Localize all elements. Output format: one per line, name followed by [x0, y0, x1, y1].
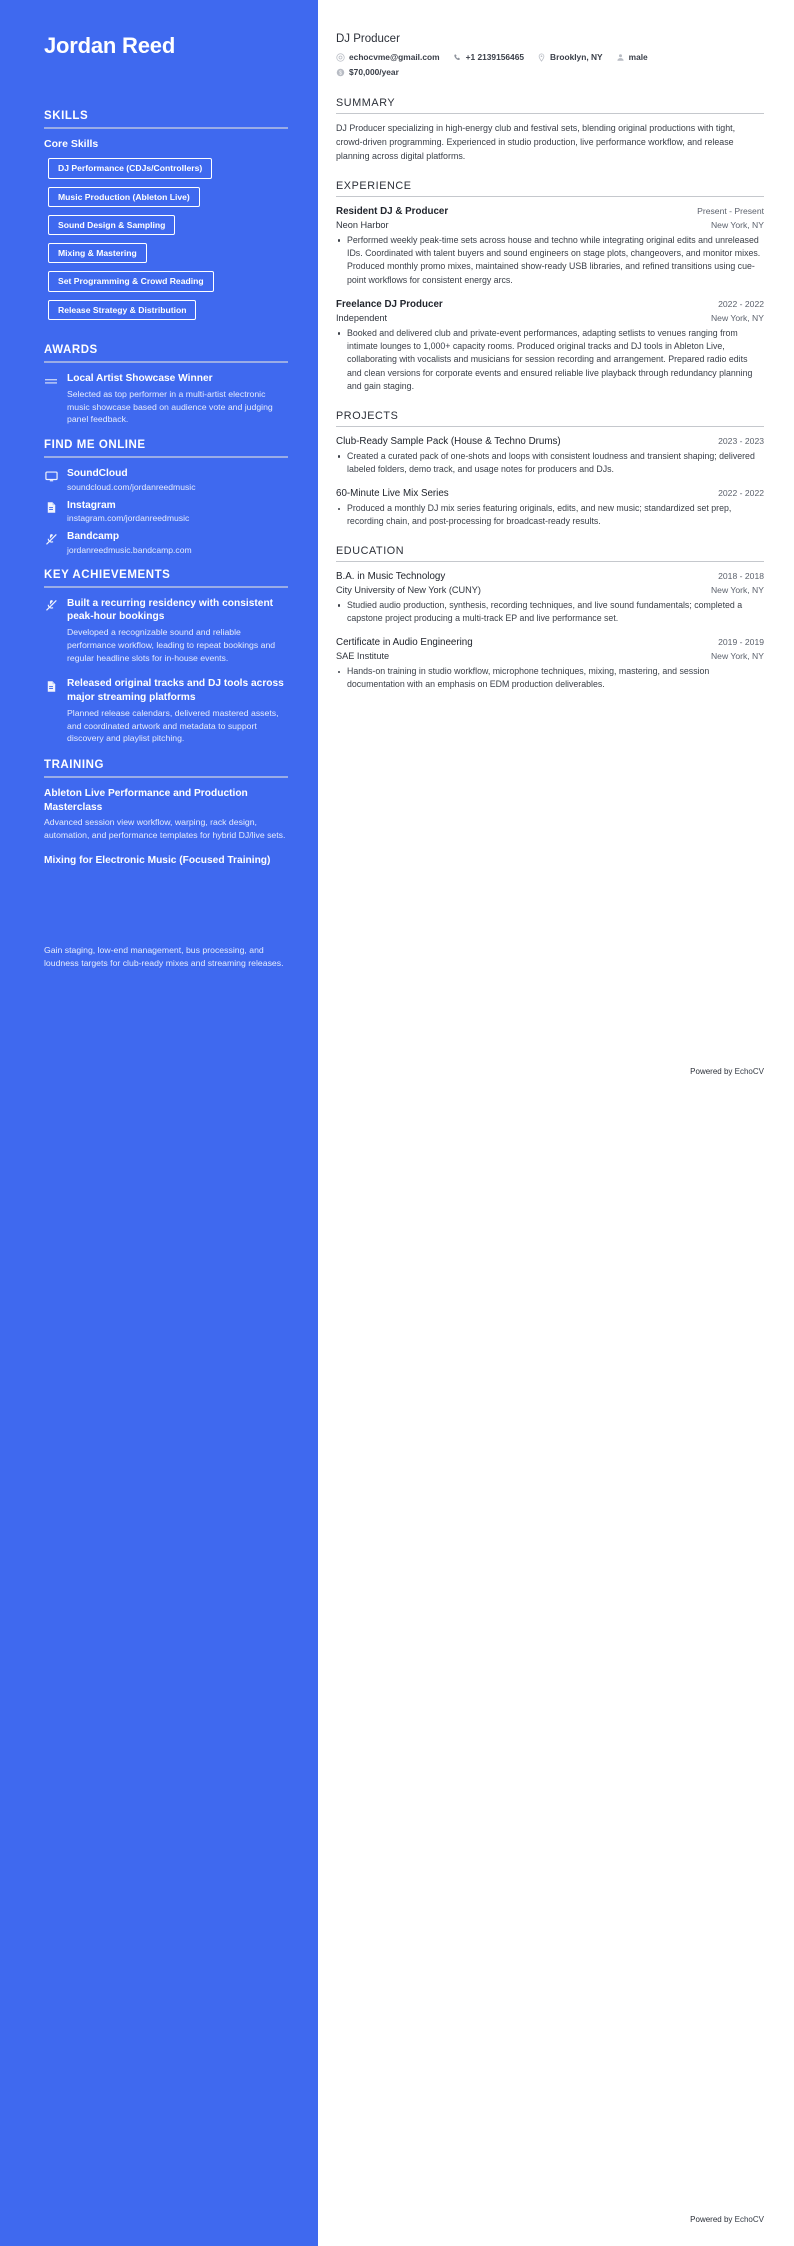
contact-location — [537, 52, 603, 62]
skill-chip[interactable]: Sound Design & Sampling — [48, 215, 175, 235]
bullet: Created a curated pack of one-shots and loops with consistent loudness and transient shaping; delivered labeled folders, demo track, and usage notes for producers and DJs. — [336, 450, 764, 477]
experience-location: New York, NY — [710, 312, 764, 323]
sidebar-section-skills — [44, 110, 288, 328]
online-url[interactable]: jordanreedmusic.bandcamp.com — [67, 544, 192, 555]
online-divider — [44, 456, 288, 458]
experience-bullets — [336, 327, 764, 394]
training-description: Advanced session view workflow, warping, rack design, automation, and performance templates for hybrid DJ/live sets. — [44, 817, 286, 841]
role-title: DJ Producer — [336, 33, 400, 45]
money-icon — [336, 68, 345, 77]
skill-chip-list — [44, 158, 288, 328]
online-label: SoundCloud — [67, 468, 128, 480]
experience-bullets — [336, 234, 764, 287]
bullet: Studied audio production, synthesis, recording techniques, and live sound fundamentals; completed a capstone project producing a multi-track EP and live performance set. — [336, 599, 764, 626]
experience-heading: EXPERIENCE — [336, 179, 412, 192]
skills-divider — [44, 127, 288, 129]
education-location: New York, NY — [710, 584, 764, 595]
summary-heading: SUMMARY — [336, 97, 396, 109]
core-skills-subheading: Core Skills — [44, 138, 99, 151]
education-org: SAE Institute — [336, 651, 390, 662]
achievement-item — [44, 677, 288, 745]
bullet: Performed weekly peak-time sets across house and techno while integrating original edits and unreleased IDs. Coordinated with talent buyers and sound engineers on stage plots, changeovers, and monitor mixes. Produced monthly promo mixes, maintained show-ready USB libraries, and refined transitions using cue-point workflows for consistent energy arcs. — [336, 234, 764, 287]
powered-by-brand: EchoCV — [734, 1067, 764, 1076]
education-heading: EDUCATION — [336, 544, 405, 557]
sidebar-section-online — [44, 439, 288, 557]
contact-phone-text: +1 2139156465 — [465, 52, 525, 62]
education-item — [336, 636, 764, 691]
online-label: Instagram — [67, 499, 116, 511]
document-icon — [44, 501, 58, 515]
bullet: Hands-on training in studio workflow, microphone techniques, mixing, mastering, and session documentation with an emphasis on EDM production deliverables. — [336, 665, 764, 692]
contact-location-text: Brooklyn, NY — [550, 52, 603, 62]
project-item — [336, 435, 764, 476]
project-item — [336, 487, 764, 528]
online-url[interactable]: soundcloud.com/jordanreedmusic — [67, 481, 196, 492]
bullet: Booked and delivered club and private-event performances, adapting setlists to venues ranging from intimate lounges to 1,000+ capacity rooms. Produced original tracks and DJ tools in Ableton Live, collaborating with vocalists and musicians for session recording and arrangement. Prepared radio edits and clean versions for corporate events and ensured reliable live playback through redundancy planning and gain staging. — [336, 327, 764, 394]
award-title: Local Artist Showcase Winner — [67, 373, 213, 385]
powered-by-prefix: Powered by — [690, 1067, 735, 1076]
project-title: Club-Ready Sample Pack (House & Techno Drums) — [336, 435, 561, 447]
microphone-muted-icon — [44, 532, 58, 546]
section-summary — [336, 97, 764, 164]
training-divider — [44, 776, 288, 778]
skill-chip[interactable]: DJ Performance (CDJs/Controllers) — [48, 158, 212, 178]
main-column — [318, 0, 794, 2246]
location-pin-icon — [537, 53, 546, 62]
project-date: 2023 - 2023 — [718, 435, 764, 446]
awards-heading: AWARDS — [44, 344, 98, 357]
candidate-name: Jordan Reed — [44, 33, 176, 58]
experience-location: New York, NY — [710, 219, 764, 230]
awards-divider — [44, 361, 288, 363]
skills-heading: SKILLS — [44, 110, 89, 123]
achievements-heading: KEY ACHIEVEMENTS — [44, 568, 171, 581]
section-projects — [336, 410, 764, 529]
education-org: City University of New York (CUNY) — [336, 584, 481, 595]
contact-bar — [336, 52, 764, 77]
experience-divider — [336, 196, 764, 197]
achievement-title: Built a recurring residency with consistent peak-hour bookings — [67, 597, 274, 623]
training-spacer — [44, 870, 288, 944]
experience-date: 2022 - 2022 — [718, 299, 764, 310]
education-item — [336, 570, 764, 625]
powered-by-footer-page1 — [690, 1067, 764, 1076]
powered-by-brand: EchoCV — [734, 2215, 764, 2224]
training-description: Gain staging, low-end management, bus processing, and loudness targets for club-ready mixes and streaming releases. — [44, 944, 284, 968]
powered-by-footer-page2 — [690, 2215, 764, 2224]
award-item — [44, 372, 288, 426]
section-experience — [336, 180, 764, 394]
achievement-description: Planned release calendars, delivered mastered assets, and coordinated artwork and metadata to support discovery and playlist pitching. — [67, 707, 279, 744]
menu-lines-icon — [44, 374, 58, 388]
powered-by-prefix: Powered by — [690, 2215, 735, 2224]
sidebar — [0, 0, 318, 2246]
skill-chip[interactable]: Set Programming & Crowd Reading — [48, 271, 214, 291]
sidebar-section-achievements — [44, 569, 288, 745]
award-description: Selected as top performer in a multi-artist electronic music showcase based on audience vote and judging panel feedback. — [67, 388, 273, 425]
experience-date: Present - Present — [697, 206, 764, 217]
skill-chip[interactable]: Music Production (Ableton Live) — [48, 187, 200, 207]
experience-title: Freelance DJ Producer — [336, 299, 443, 311]
contact-gender — [616, 52, 648, 62]
online-heading: FIND ME ONLINE — [44, 439, 146, 452]
contact-phone[interactable] — [453, 52, 524, 62]
summary-divider — [336, 113, 764, 114]
email-icon — [336, 53, 345, 62]
experience-item — [336, 298, 764, 393]
document-icon — [44, 679, 58, 693]
sidebar-section-training — [44, 759, 288, 969]
experience-title: Resident DJ & Producer — [336, 206, 449, 218]
education-divider — [336, 561, 764, 562]
training-heading: TRAINING — [44, 759, 104, 772]
contact-salary-text: $70,000/year — [349, 67, 399, 77]
phone-icon — [453, 53, 462, 62]
project-bullets — [336, 450, 764, 477]
person-icon — [616, 53, 625, 62]
svg-text:$: $ — [339, 69, 342, 76]
monitor-icon — [44, 469, 58, 483]
experience-org: Neon Harbor — [336, 219, 389, 230]
achievement-item — [44, 597, 288, 665]
project-date: 2022 - 2022 — [718, 488, 764, 499]
achievements-divider — [44, 586, 288, 588]
skill-chip[interactable]: Mixing & Mastering — [48, 243, 147, 263]
contact-salary — [336, 67, 764, 77]
education-date: 2018 - 2018 — [718, 571, 764, 582]
contact-email[interactable] — [336, 52, 440, 62]
projects-heading: PROJECTS — [336, 409, 399, 422]
project-title: 60-Minute Live Mix Series — [336, 488, 449, 500]
skill-chip[interactable]: Release Strategy & Distribution — [48, 300, 196, 320]
training-item — [44, 787, 288, 842]
achievement-description: Developed a recognizable sound and reliable performance workflow, leading to repeat bookings and regular headline slots for in-house events. — [67, 627, 276, 663]
training-title: Mixing for Electronic Music (Focused Training) — [44, 855, 271, 867]
education-title: B.A. in Music Technology — [336, 571, 446, 583]
online-url[interactable]: instagram.com/jordanreedmusic — [67, 513, 190, 524]
section-education — [336, 545, 764, 692]
sidebar-section-awards — [44, 344, 288, 426]
projects-divider — [336, 426, 764, 427]
contact-gender-text: male — [628, 52, 648, 62]
online-profile-instagram[interactable] — [44, 499, 288, 526]
microphone-muted-icon — [44, 599, 58, 613]
online-label: Bandcamp — [67, 531, 120, 543]
experience-item — [336, 205, 764, 287]
experience-org: Independent — [336, 312, 388, 323]
training-item — [44, 854, 288, 969]
education-bullets — [336, 665, 764, 692]
training-title: Ableton Live Performance and Production Masterclass — [44, 788, 248, 813]
achievement-title: Released original tracks and DJ tools across major streaming platforms — [67, 678, 284, 704]
online-profile-bandcamp[interactable] — [44, 530, 288, 557]
education-date: 2019 - 2019 — [718, 637, 764, 648]
summary-text: DJ Producer specializing in high-energy club and festival sets, blending original productions with tight, crowd-driven programming. Experienced in studio production, live performance workflow, and release planning across digital platforms. — [336, 123, 736, 161]
project-bullets — [336, 502, 764, 529]
online-profile-soundcloud[interactable] — [44, 467, 288, 494]
education-title: Certificate in Audio Engineering — [336, 637, 473, 649]
contact-email-text: echocvme@gmail.com — [349, 52, 440, 62]
education-location: New York, NY — [710, 651, 764, 662]
bullet: Produced a monthly DJ mix series featuring originals, edits, and new music; standardized set prep, recording chain, and post-processing for broadcast-ready results. — [336, 502, 764, 529]
education-bullets — [336, 599, 764, 626]
